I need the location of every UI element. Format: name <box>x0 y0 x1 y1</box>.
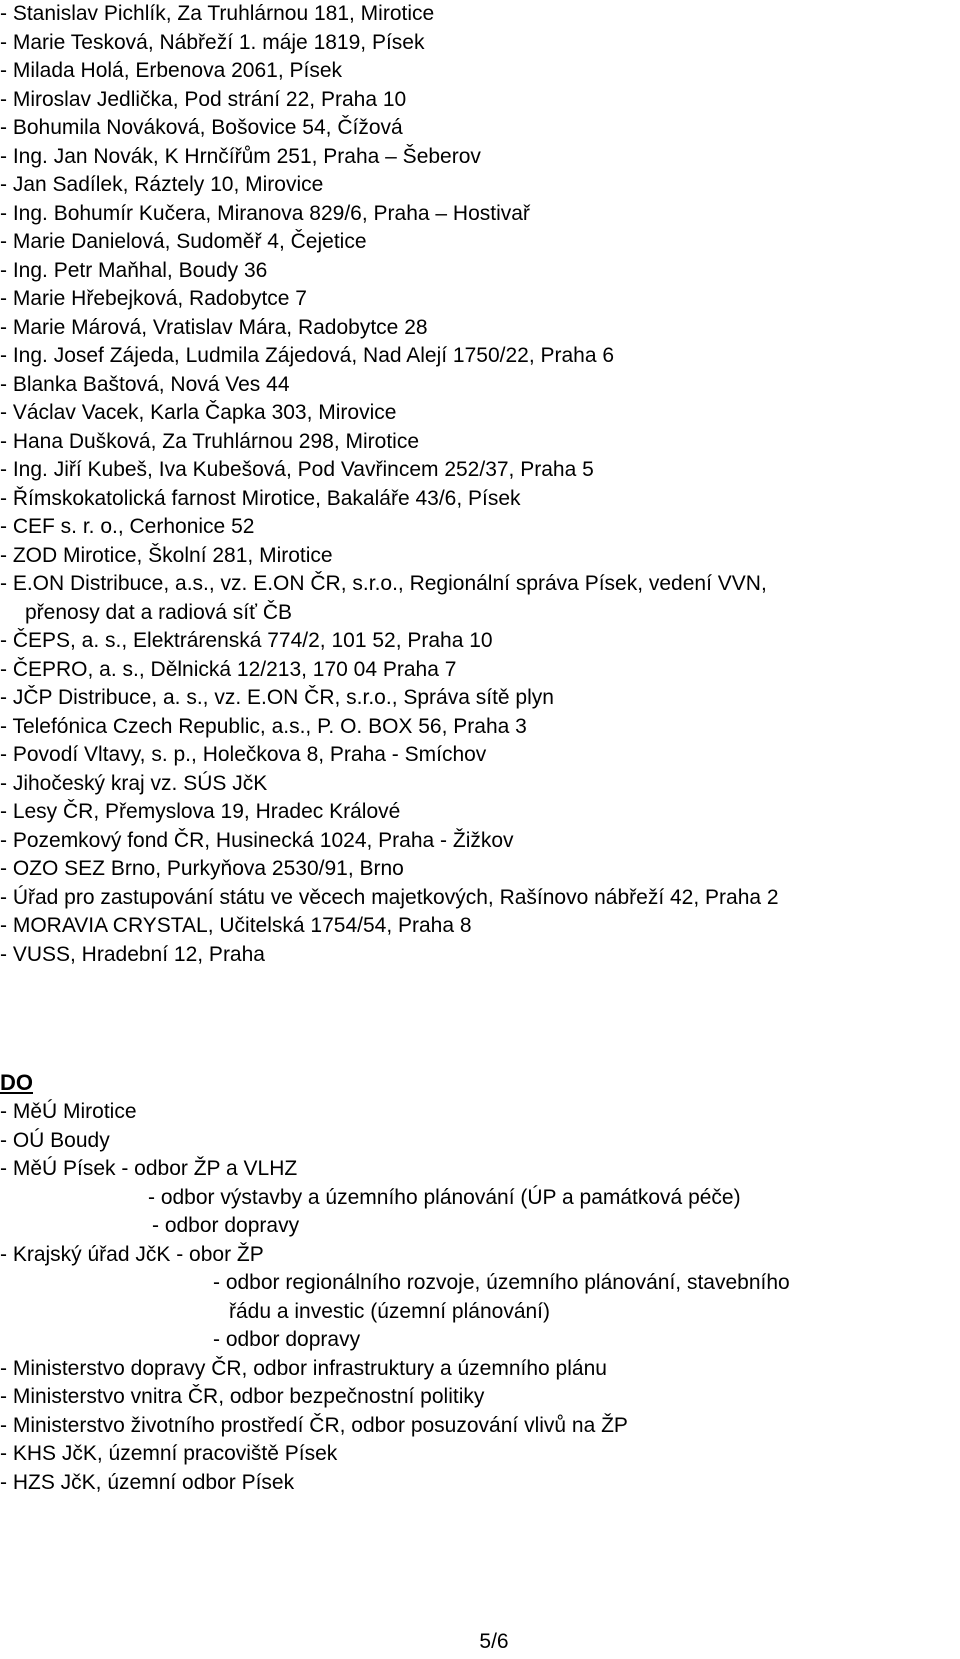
list-item: - Marie Hřebejková, Radobytce 7 <box>0 287 307 310</box>
list-item: - E.ON Distribuce, a.s., vz. E.ON ČR, s.r.o., Regionální správa Písek, vedení VVN, <box>0 572 767 595</box>
list-item: - MěÚ Mirotice <box>0 1100 137 1123</box>
list-item: - Blanka Baštová, Nová Ves 44 <box>0 372 290 396</box>
list-item: - JČP Distribuce, a. s., vz. E.ON ČR, s.r.o., Správa sítě plyn <box>0 686 554 709</box>
list-item: - Hana Dušková, Za Truhlárnou 298, Mirotice <box>0 429 420 453</box>
list-item: - Římskokatolická farnost Mirotice, Bakaláře 43/6, Písek <box>0 486 521 510</box>
list-item-continuation: přenosy dat a radiová síť ČB <box>25 600 293 624</box>
list-item: - Ing. Josef Zájeda, Ludmila Zájedová, Nad Alejí 1750/22, Praha 6 <box>0 344 615 367</box>
list-item: - Jan Sadílek, Ráztely 10, Mirovice <box>0 173 324 196</box>
list-subitem: - odbor dopravy <box>213 1328 361 1351</box>
list-item: - Povodí Vltavy, s. p., Holečkova 8, Praha - Smíchov <box>0 743 487 766</box>
do-section-heading: DO <box>0 1070 33 1095</box>
list-item: - Ing. Bohumír Kučera, Miranova 829/6, Praha – Hostivař <box>0 201 530 225</box>
list-item: - CEF s. r. o., Cerhonice 52 <box>0 515 255 538</box>
list-item: - Telefónica Czech Republic, a.s., P. O. BOX 56, Praha 3 <box>0 714 527 738</box>
list-item: - OZO SEZ Brno, Purkyňova 2530/91, Brno <box>0 857 404 880</box>
list-item: - KHS JčK, územní pracoviště Písek <box>0 1442 338 1465</box>
list-item: - Ing. Petr Maňhal, Boudy 36 <box>0 258 268 282</box>
list-item: - Jihočeský kraj vz. SÚS JčK <box>0 771 268 795</box>
list-item: - MěÚ Písek - odbor ŽP a VLHZ <box>0 1157 298 1180</box>
list-item: - MORAVIA CRYSTAL, Učitelská 1754/54, Praha 8 <box>0 914 472 937</box>
recipient-list <box>0 0 779 969</box>
list-subitem-continuation: řádu a investic (územní plánování) <box>229 1299 550 1323</box>
do-section-list <box>0 1098 790 1497</box>
list-item: - Stanislav Pichlík, Za Truhlárnou 181, Mirotice <box>0 2 435 25</box>
list-item: - Milada Holá, Erbenova 2061, Písek <box>0 59 343 82</box>
list-item: - Ing. Jiří Kubeš, Iva Kubešová, Pod Vavřincem 252/37, Praha 5 <box>0 458 594 481</box>
list-item: - VUSS, Hradební 12, Praha <box>0 942 265 966</box>
list-item: - Ministerstvo životního prostředí ČR, odbor posuzování vlivů na ŽP <box>0 1413 628 1437</box>
list-item: - ZOD Mirotice, Školní 281, Mirotice <box>0 543 333 567</box>
list-item: - Ing. Jan Novák, K Hrnčířům 251, Praha – Šeberov <box>0 144 481 168</box>
list-item: - Lesy ČR, Přemyslova 19, Hradec Králové <box>0 800 401 823</box>
page-number: 5/6 <box>479 1630 509 1653</box>
list-item: - ČEPRO, a. s., Dělnická 12/213, 170 04 Praha 7 <box>0 657 457 681</box>
list-item: - ČEPS, a. s., Elektrárenská 774/2, 101 52, Praha 10 <box>0 629 493 652</box>
list-item: - Ministerstvo vnitra ČR, odbor bezpečnostní politiky <box>0 1385 485 1408</box>
list-subitem: - odbor dopravy <box>152 1214 300 1237</box>
list-item: - Bohumila Nováková, Bošovice 54, Čížová <box>0 116 403 139</box>
list-item: - OÚ Boudy <box>0 1128 110 1152</box>
list-item: - Marie Márová, Vratislav Mára, Radobytce 28 <box>0 315 428 339</box>
list-item: - Ministerstvo dopravy ČR, odbor infrastruktury a územního plánu <box>0 1356 607 1380</box>
list-item: - HZS JčK, územní odbor Písek <box>0 1470 295 1494</box>
list-item: - Václav Vacek, Karla Čapka 303, Mirovice <box>0 401 397 424</box>
list-item: - Marie Danielová, Sudoměř 4, Čejetice <box>0 230 367 253</box>
list-item: - Pozemkový fond ČR, Husinecká 1024, Praha - Žižkov <box>0 828 514 852</box>
list-item: - Úřad pro zastupování státu ve věcech majetkových, Rašínovo nábřeží 42, Praha 2 <box>0 885 779 909</box>
list-subitem: - odbor regionálního rozvoje, územního plánování, stavebního <box>213 1271 790 1294</box>
list-item: - Krajský úřad JčK - obor ŽP <box>0 1242 264 1266</box>
list-item: - Marie Tesková, Nábřeží 1. máje 1819, Písek <box>0 30 425 54</box>
list-item: - Miroslav Jedlička, Pod strání 22, Praha 10 <box>0 87 407 111</box>
list-subitem: - odbor výstavby a územního plánování (ÚP a památková péče) <box>148 1185 741 1209</box>
